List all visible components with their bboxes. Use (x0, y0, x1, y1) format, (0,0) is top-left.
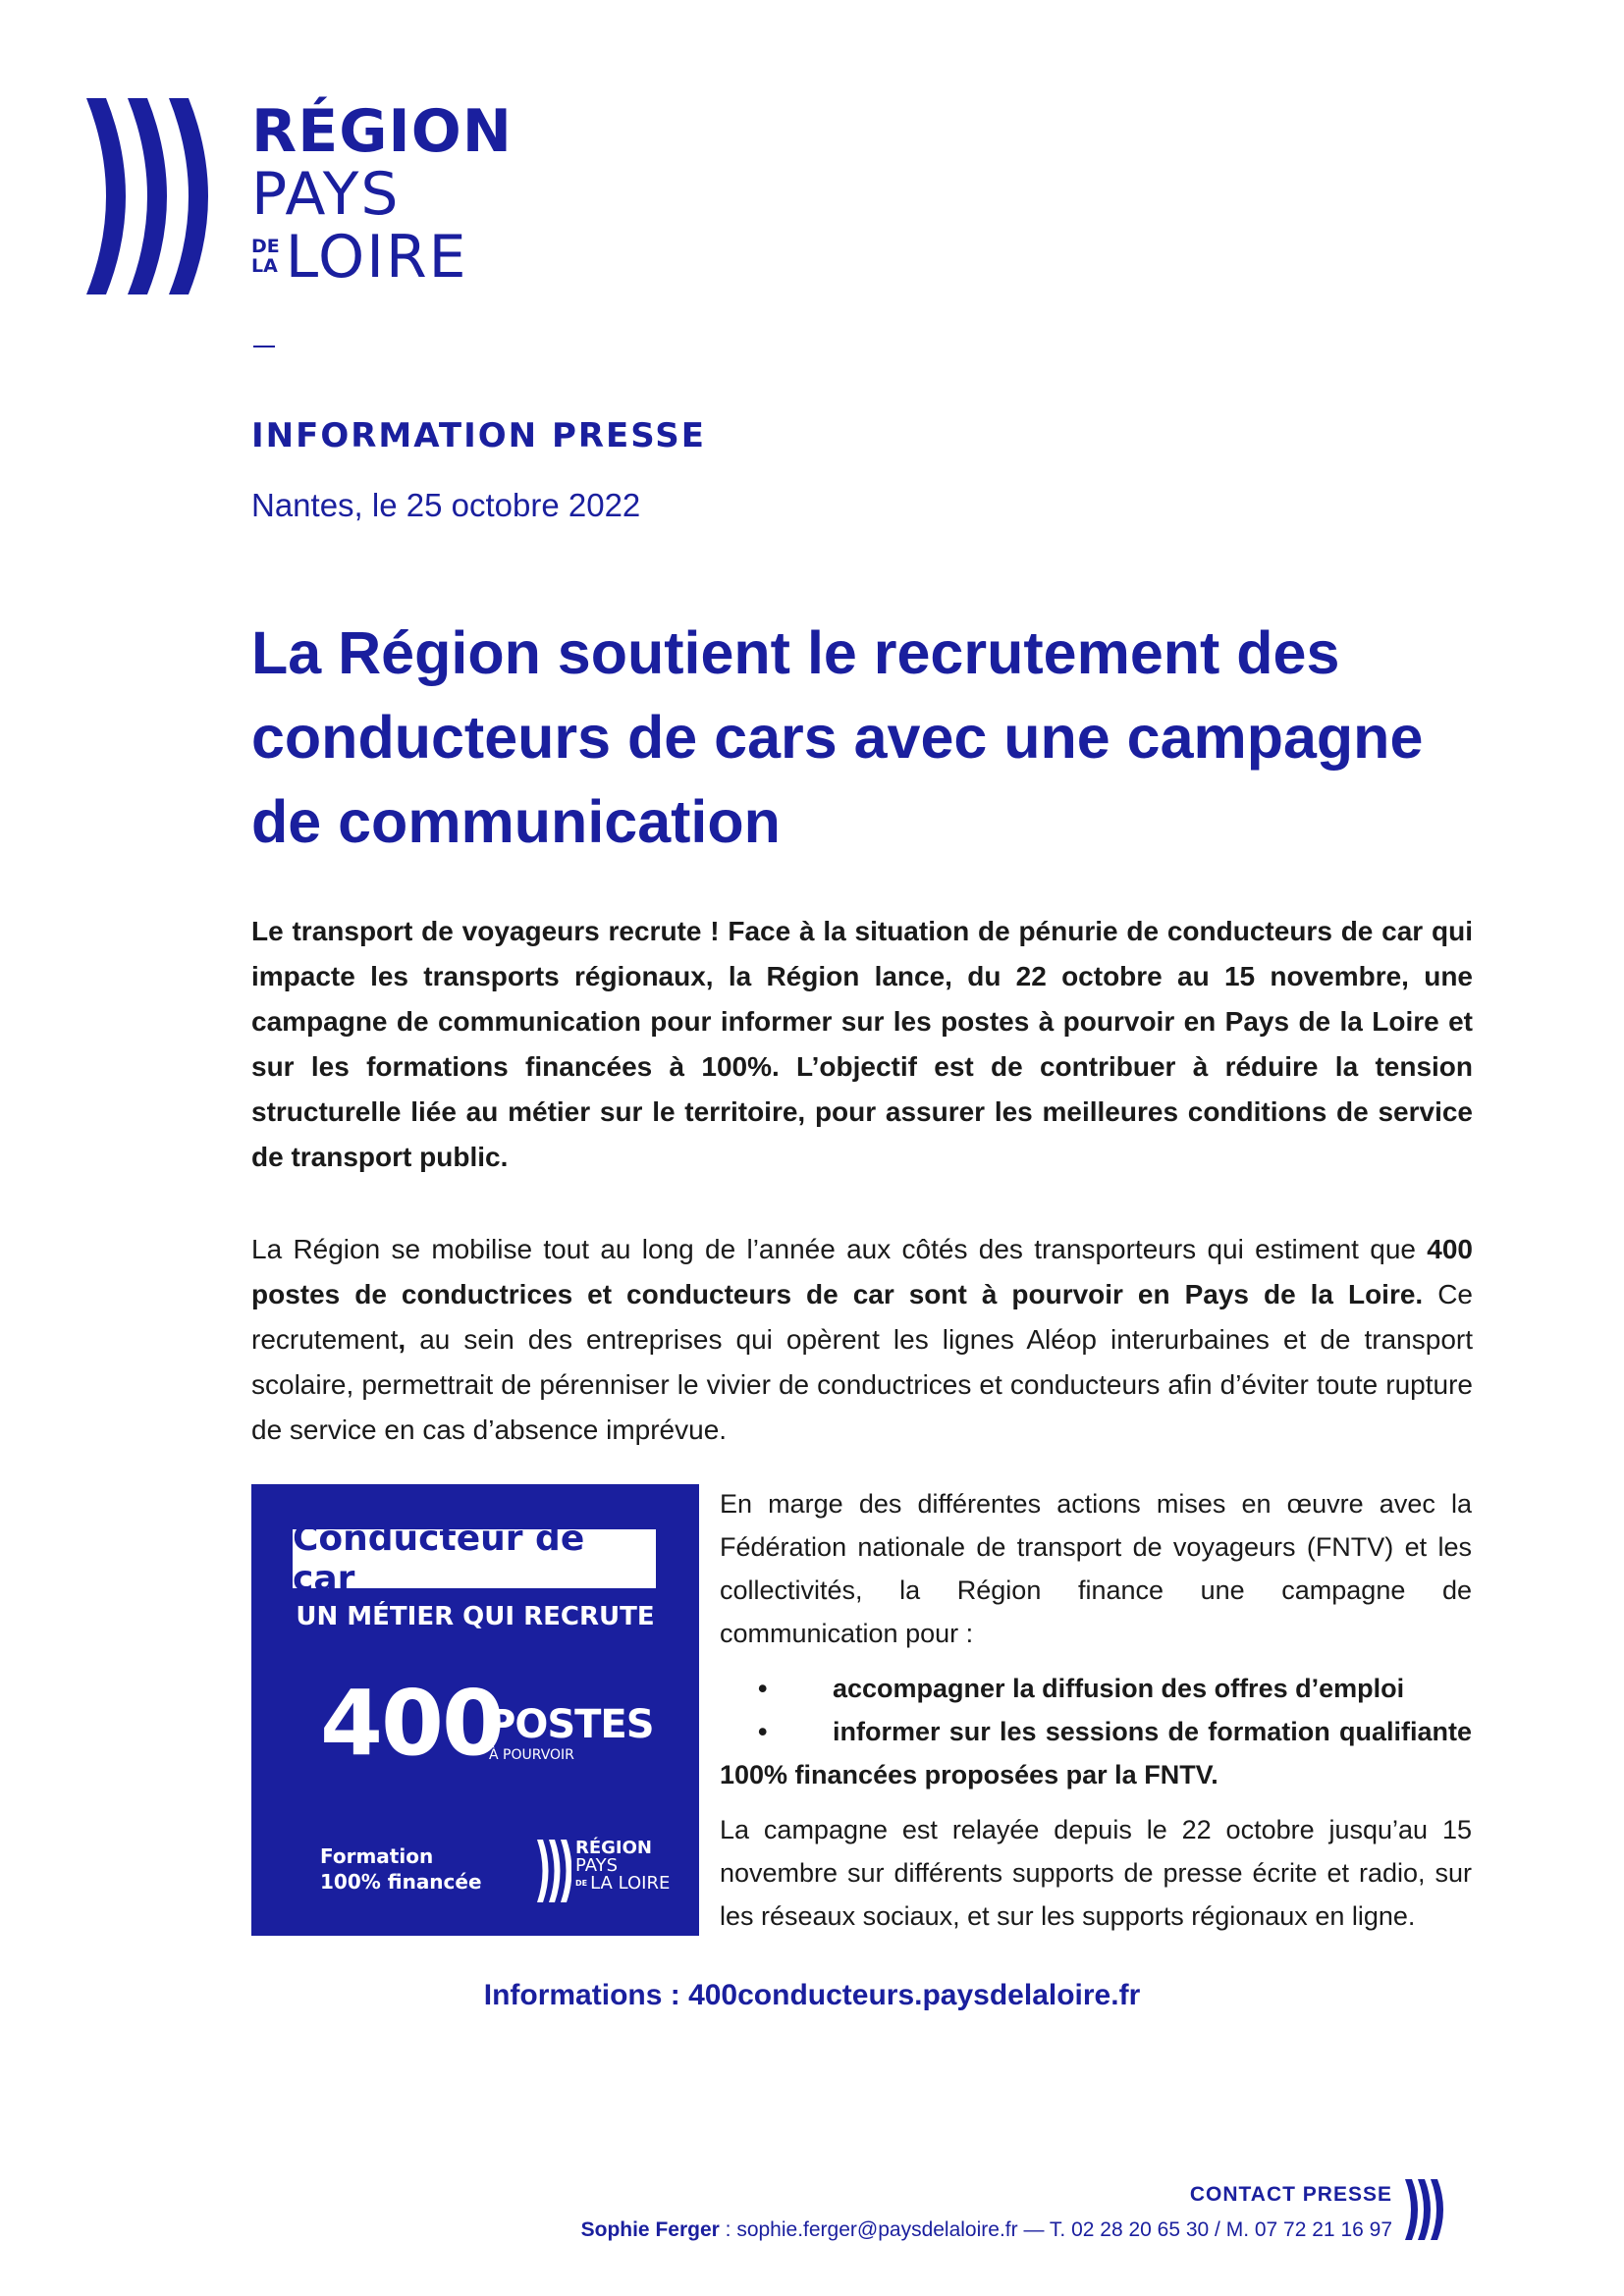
list-item (720, 1710, 1472, 1796)
p1-comma: , (398, 1324, 406, 1355)
p1-text-c: Ce recrutement (251, 1279, 1473, 1355)
logo-line-la: LA (251, 255, 278, 277)
press-kicker: INFORMATION PRESSE (251, 416, 706, 455)
logo-line-loire: LOIRE (285, 223, 468, 292)
right-column (720, 1482, 1472, 1938)
visual-logo-line4: LA LOIRE (590, 1873, 671, 1894)
visual-pourvoir: À POURVOIR (489, 1747, 574, 1763)
contact-line (581, 2218, 1392, 2242)
lead-paragraph: Le transport de voyageurs recrute ! Face à la situation de pénurie de conducteurs de car qui impacte les transports régionaux, la Région lance, du 22 octobre au 15 novembre, une campagne de communication pour informer sur les postes à pourvoir en Pays de la Loire et sur les formations financées à 100%. L’objectif est de contribuer à réduire la tension structurelle liée au métier sur le territoire, pour assurer les meilleures conditions de service de transport public. (251, 916, 1473, 1172)
bullet-icon: • (758, 1717, 768, 1746)
visual-region-logo (536, 1840, 674, 1902)
visual-logo-mark-icon (536, 1840, 571, 1902)
visual-formation (320, 1843, 482, 1895)
visual-subtitle: UN MÉTIER QUI RECRUTE (296, 1602, 655, 1631)
bullet-icon: • (758, 1674, 768, 1703)
visual-title: Conducteur de car (293, 1529, 656, 1588)
visual-formation-line1: Formation (320, 1844, 434, 1868)
logo-line-de: DE (251, 236, 280, 258)
header-dash (253, 346, 275, 347)
visual-logo-line2: PAYS (575, 1855, 619, 1876)
list-item-text: informer sur les sessions de formation qualifiante 100% financées proposées par la FNTV. (720, 1717, 1472, 1789)
visual-postes: POSTES (487, 1702, 654, 1747)
region-logo (84, 97, 513, 294)
contact-label: CONTACT PRESSE (1189, 2183, 1392, 2206)
contact-details: : sophie.ferger@paysdelaloire.fr — T. 02 28 20 65 30 / M. 07 72 21 16 97 (719, 2218, 1392, 2241)
p1-text-a: La Région se mobilise tout au long de l’année aux côtés des transporteurs qui estiment que (251, 1234, 1428, 1264)
region-logo-mark-icon (84, 98, 232, 294)
footer-logo-mark-icon (1404, 2179, 1443, 2240)
visual-logo-line3: DE (575, 1879, 588, 1888)
region-logo-text (251, 97, 513, 292)
visual-number: 400 (320, 1671, 504, 1776)
list-item-text: accompagner la diffusion des offres d’emploi (833, 1674, 1405, 1703)
contact-name: Sophie Ferger (580, 2218, 720, 2241)
visual-logo-line1: RÉGION (575, 1838, 652, 1858)
body-paragraph-1 (251, 1227, 1473, 1453)
body-paragraph-2: En marge des différentes actions mises en œuvre avec la Fédération nationale de transport de voyageurs (FNTV) et les collectivités, la Région finance une campagne de communication pour : (720, 1489, 1472, 1648)
logo-line-pays: PAYS (251, 160, 401, 229)
p1-highlight: 400 postes de conductrices et conducteurs de car sont à pourvoir en Pays de la Loire. (251, 1234, 1473, 1309)
list-item (720, 1667, 1472, 1710)
info-link[interactable]: Informations : 400conducteurs.paysdelaloire.fr (483, 1979, 1141, 2011)
logo-line-region: RÉGION (251, 97, 513, 166)
press-date: Nantes, le 25 octobre 2022 (251, 487, 641, 523)
campaign-visual (251, 1484, 699, 1936)
visual-formation-line2: 100% financée (320, 1870, 482, 1894)
page-title: La Région soutient le recrutement des conducteurs de cars avec une campagne de communication (251, 619, 1424, 855)
action-list (720, 1667, 1472, 1796)
p1-text-e: au sein des entreprises qui opèrent les lignes Aléop interurbaines et de transport scolaire, permettrait de pérenniser le vivier de conductrices et conducteurs afin d’éviter toute rupture de service en cas d’absence imprévue. (251, 1324, 1473, 1445)
body-paragraph-3: La campagne est relayée depuis le 22 octobre jusqu’au 15 novembre sur différents supports de presse écrite et radio, sur les réseaux sociaux, et sur les supports régionaux en ligne. (720, 1815, 1472, 1931)
